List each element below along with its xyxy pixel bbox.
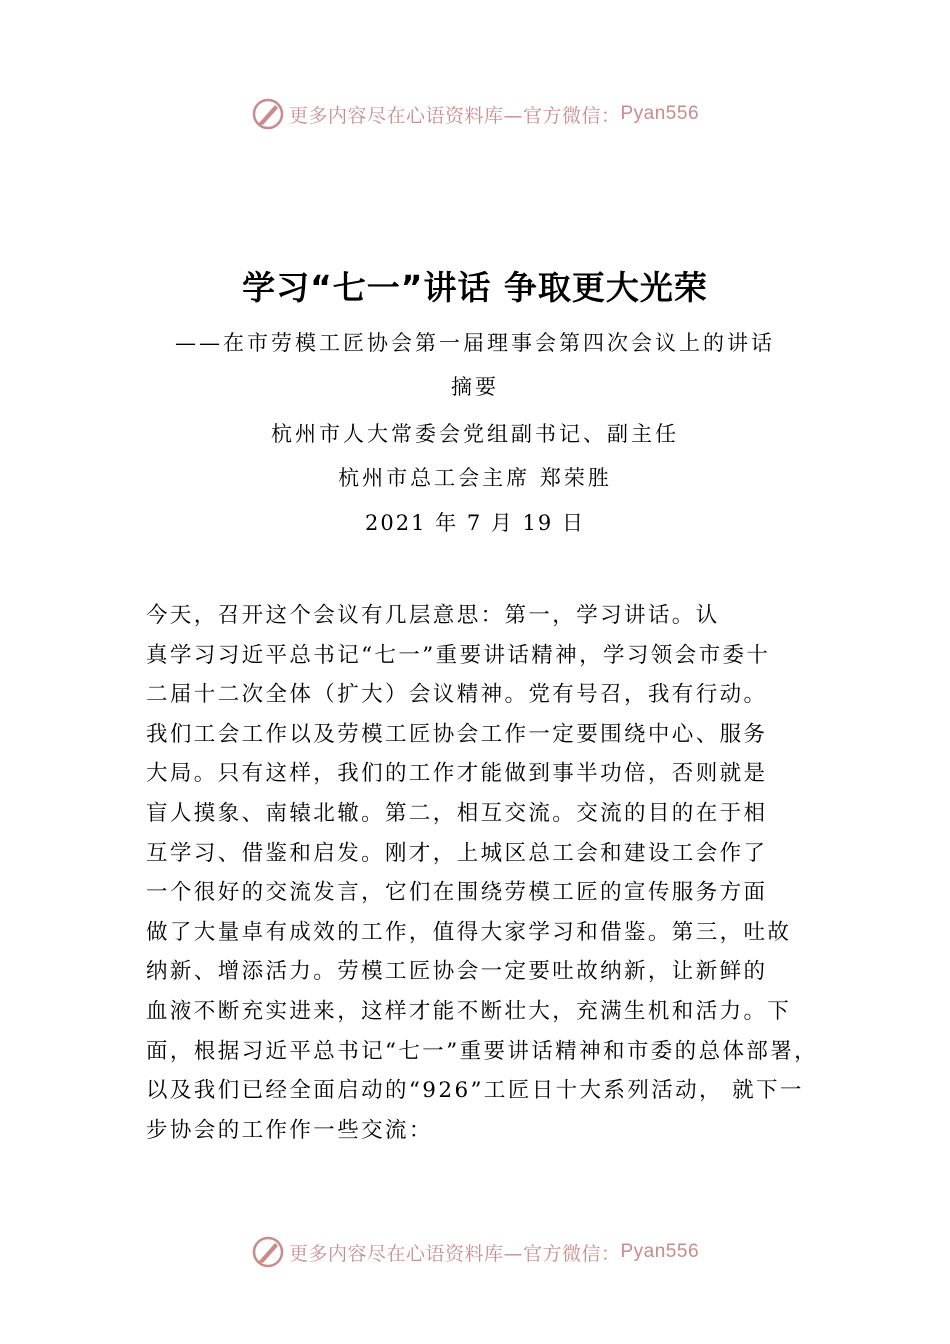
body-line: 面，根据习近平总书记“七一”重要讲话精神和市委的总体部署， [146,1038,819,1064]
document-title: 学习“七一”讲话 争取更大光荣 [242,268,708,307]
body-line: 盲人摸象、南辕北辙。第二，相互交流。交流的目的在于相 [146,800,768,826]
document-subtitle: ——在市劳模工匠协会第一届理事会第四次会议上的讲话 [175,331,775,355]
author-position: 杭州市人大常委会党组副书记、副主任 [271,422,679,446]
body-line: 纳新、增添活力。劳模工匠协会一定要吐故纳新，让新鲜的 [146,959,768,985]
body-line: 以及我们已经全面启动的“926”工匠日十大系列活动， 就下一 [146,1078,804,1104]
pen-seal-icon [251,1235,285,1269]
body-paragraph [146,596,826,1150]
document-subtitle-abstract: 摘要 [451,375,499,399]
body-line: 步协会的工作作一些交流： [146,1117,433,1143]
body-line: 互学习、借鉴和启发。刚才，上城区总工会和建设工会作了 [146,840,768,866]
body-line: 一个很好的交流发言，它们在围绕劳模工匠的宣传服务方面 [146,880,768,906]
author-name-line: 杭州市总工会主席 郑荣胜 [338,466,612,490]
watermark-text: 更多内容尽在心语资料库—官方微信： [288,1242,621,1265]
body-line: 我们工会工作以及劳模工匠协会工作一定要围绕中心、服务 [146,721,768,747]
header-watermark [0,94,950,134]
body-line: 真学习习近平总书记“七一”重要讲话精神，学习领会市委十 [146,642,771,668]
watermark-text: 更多内容尽在心语资料库—官方微信： [288,104,621,127]
body-line: 今天，召开这个会议有几层意思：第一，学习讲话。认 [146,603,720,628]
pen-seal-icon [251,97,285,131]
footer-watermark [0,1232,950,1272]
body-line: 血液不断充实进来，这样才能不断壮大，充满生机和活力。下 [146,998,792,1024]
document-date: 2021 年 7 月 19 日 [365,511,585,535]
watermark-wechat-id: Pyan556 [620,103,700,124]
watermark-wechat-id: Pyan556 [620,1241,700,1262]
body-line: 二届十二次全体（扩大）会议精神。党有号召，我有行动。 [146,682,768,708]
body-line: 做了大量卓有成效的工作，值得大家学习和借鉴。第三，吐故 [146,919,792,945]
body-line: 大局。只有这样，我们的工作才能做到事半功倍，否则就是 [146,761,768,787]
